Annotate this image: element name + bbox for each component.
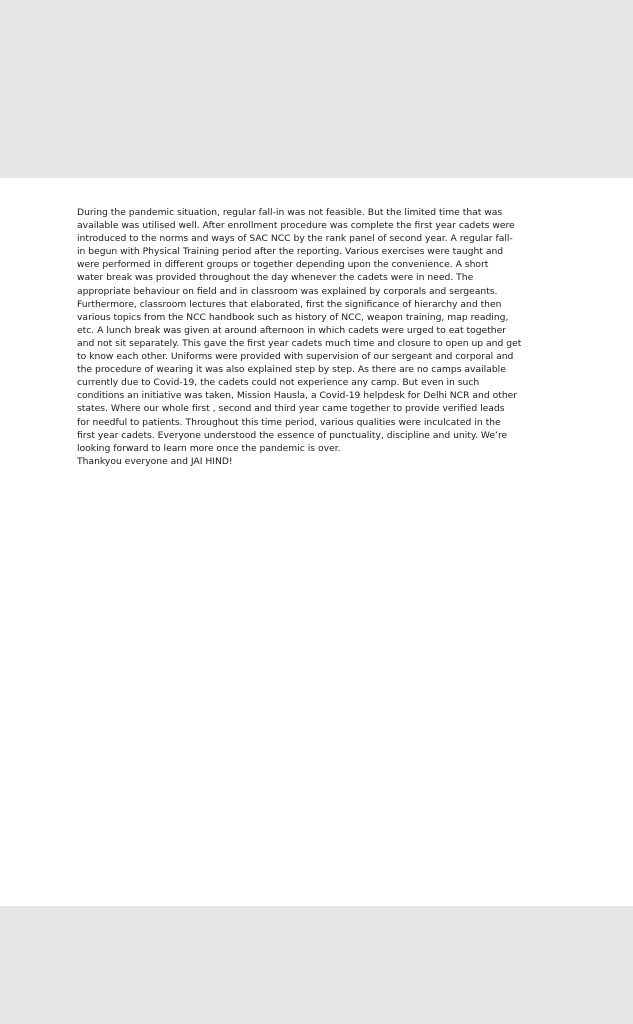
text-line-15: conditions an initiative was taken, Mission Hausla, a Covid-19 helpdesk for Delhi NCR and other bbox=[77, 390, 518, 402]
text-line-8: Furthermore, classroom lectures that elaborated, first the significance of hierarchy and then bbox=[77, 298, 502, 310]
text-line-16: states. Where our whole first , second and third year came together to provide verified leads bbox=[77, 403, 505, 415]
text-line-4: in begun with Physical Training period after the reporting. Various exercises were taught and bbox=[77, 246, 504, 258]
text-line-18: first year cadets. Everyone understood the essence of punctuality, discipline and unity. We’re bbox=[77, 429, 508, 441]
text-line-20: Thankyou everyone and JAI HIND! bbox=[77, 455, 233, 467]
text-line-10: etc. A lunch break was given at around afternoon in which cadets were urged to eat together bbox=[77, 324, 507, 336]
text-line-9: various topics from the NCC handbook such as history of NCC, weapon training, map reading, bbox=[77, 311, 509, 323]
text-line-13: the procedure of wearing it was also explained step by step. As there are no camps available bbox=[77, 364, 506, 376]
text-line-5: were performed in different groups or together depending upon the convenience. A short bbox=[77, 259, 489, 271]
text-line-2: available was utilised well. After enrollment procedure was complete the first year cadets were bbox=[77, 220, 515, 232]
text-line-17: for needful to patients. Throughout this time period, various qualities were inculcated in the bbox=[77, 416, 501, 428]
text-line-1: During the pandemic situation, regular fall-in was not feasible. But the limited time that was bbox=[77, 207, 503, 218]
text-line-7: appropriate behaviour on field and in classroom was explained by corporals and sergeants. bbox=[77, 285, 498, 297]
text-line-12: to know each other. Uniforms were provided with supervision of our sergeant and corporal and bbox=[77, 351, 514, 363]
text-line-3: introduced to the norms and ways of SAC NCC by the rank panel of second year. A regular fall- bbox=[77, 233, 513, 245]
text-line-11: and not sit separately. This gave the first year cadets much time and closure to open up and get bbox=[77, 337, 522, 349]
text-line-14: currently due to Covid-19, the cadets could not experience any camp. But even in such bbox=[77, 377, 480, 389]
text-line-19: looking forward to learn more once the pandemic is over. bbox=[77, 442, 341, 454]
document-body-text bbox=[77, 206, 567, 468]
text-line-6: water break was provided throughout the day whenever the cadets were in need. The bbox=[77, 272, 474, 284]
